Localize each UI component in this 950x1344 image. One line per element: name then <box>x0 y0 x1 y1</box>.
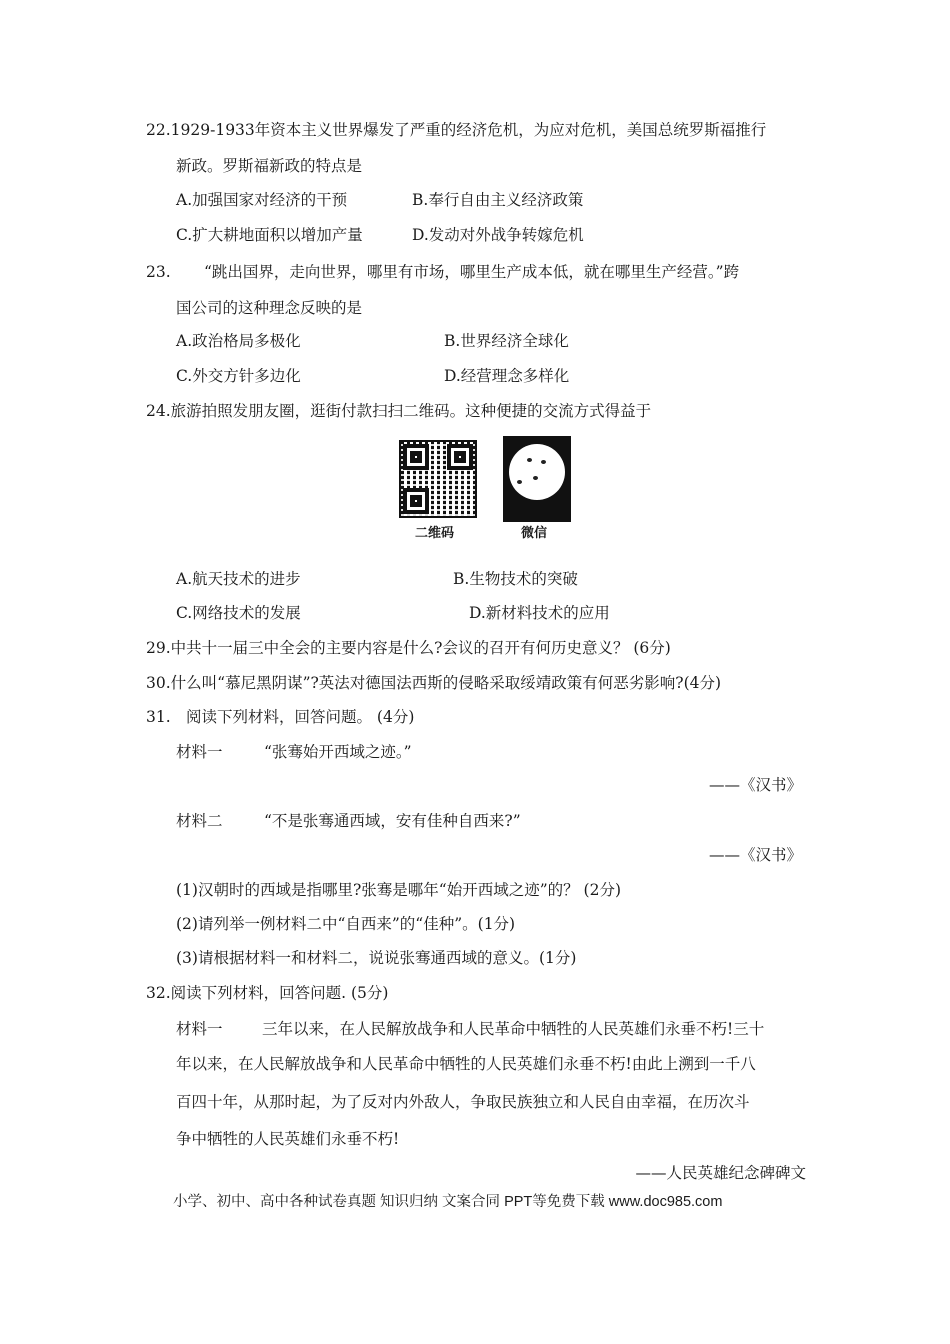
q31-material1-source: ——《汉书》 <box>708 776 802 794</box>
q22-stem-line2: 新政。罗斯福新政的特点是 <box>176 157 363 175</box>
q23-stem-line2: 国公司的这种理念反映的是 <box>176 299 363 317</box>
q22-option-a: A.加强国家对经济的干预 <box>176 191 348 209</box>
q31-number: 31. <box>146 708 171 726</box>
q31-material1-label: 材料一 <box>176 743 223 761</box>
q32-text-line1: 三年以来，在人民解放战争和人民革命中牺牲的人民英雄们永垂不朽!三十 <box>262 1020 765 1038</box>
qr-code-caption: 二维码 <box>415 526 455 541</box>
q31-subquestion-3: (3)请根据材料一和材料二，说说张骞通西域的意义。(1分) <box>176 949 577 967</box>
q32-text-line3: 百四十年，从那时起，为了反对内外敌人，争取民族独立和人民自由幸福，在历次斗 <box>176 1093 750 1111</box>
q31-stem: 阅读下列材料，回答问题。 (4分) <box>186 708 415 726</box>
q22-option-b: B.奉行自由主义经济政策 <box>412 191 584 209</box>
q23-stem-line1: “跳出国界，走向世界，哪里有市场，哪里生产成本低，就在哪里生产经营。”跨 <box>204 263 740 281</box>
qr-code-icon <box>399 440 477 518</box>
q22-stem-line1: 22.1929-1933年资本主义世界爆发了严重的经济危机，为应对危机，美国总统罗斯福推行 <box>146 121 767 139</box>
q31-material2-text: “不是张骞通西域，安有佳种自西来?” <box>264 812 521 830</box>
q24-option-d: D.新材料技术的应用 <box>469 604 610 622</box>
q31-subquestion-2: (2)请列举一例材料二中“自西来”的“佳种”。(1分) <box>176 915 516 933</box>
q31-material2-label: 材料二 <box>176 812 223 830</box>
q29-question: 29.中共十一届三中全会的主要内容是什么?会议的召开有何历史意义？ (6分) <box>146 639 671 657</box>
q32-stem: 32.阅读下列材料，回答问题. (5分) <box>146 984 389 1002</box>
q24-option-a: A.航天技术的进步 <box>176 570 301 588</box>
q31-subquestion-1: (1)汉朝时的西域是指哪里?张骞是哪年“始开西域之迹”的？ (2分) <box>176 881 621 899</box>
q32-source: ——人民英雄纪念碑碑文 <box>635 1164 806 1182</box>
q24-stem: 24.旅游拍照发朋友圈，逛街付款扫扫二维码。这种便捷的交流方式得益于 <box>146 402 652 420</box>
q24-option-c: C.网络技术的发展 <box>176 604 301 622</box>
q32-text-line2: 年以来，在人民解放战争和人民革命中牺牲的人民英雄们永垂不朽!由此上溯到一千八 <box>176 1055 756 1073</box>
q23-option-c: C.外交方针多边化 <box>176 367 301 385</box>
q31-material2-source: ——《汉书》 <box>708 846 802 864</box>
q23-option-a: A.政治格局多极化 <box>176 332 301 350</box>
q23-number: 23. <box>146 263 171 281</box>
q30-question: 30.什么叫“慕尼黑阴谋”?英法对德国法西斯的侵略采取绥靖政策有何恶劣影响?(4分) <box>146 674 722 692</box>
q23-option-b: B.世界经济全球化 <box>444 332 569 350</box>
q22-option-d: D.发动对外战争转嫁危机 <box>412 226 584 244</box>
wechat-caption: 微信 <box>521 526 548 541</box>
wechat-icon <box>503 436 571 522</box>
q24-option-b: B.生物技术的突破 <box>453 570 578 588</box>
q31-material1-text: “张骞始开西域之迹。” <box>264 743 412 761</box>
footer-watermark: 小学、初中、高中各种试卷真题 知识归纳 文案合同 PPT等免费下载 www.doc985.com <box>173 1194 723 1210</box>
q32-material1-label: 材料一 <box>176 1020 223 1038</box>
q32-text-line4: 争中牺牲的人民英雄们永垂不朽! <box>176 1130 400 1148</box>
q23-option-d: D.经营理念多样化 <box>444 367 570 385</box>
q24-figure <box>395 436 585 546</box>
q22-option-c: C.扩大耕地面积以增加产量 <box>176 226 363 244</box>
